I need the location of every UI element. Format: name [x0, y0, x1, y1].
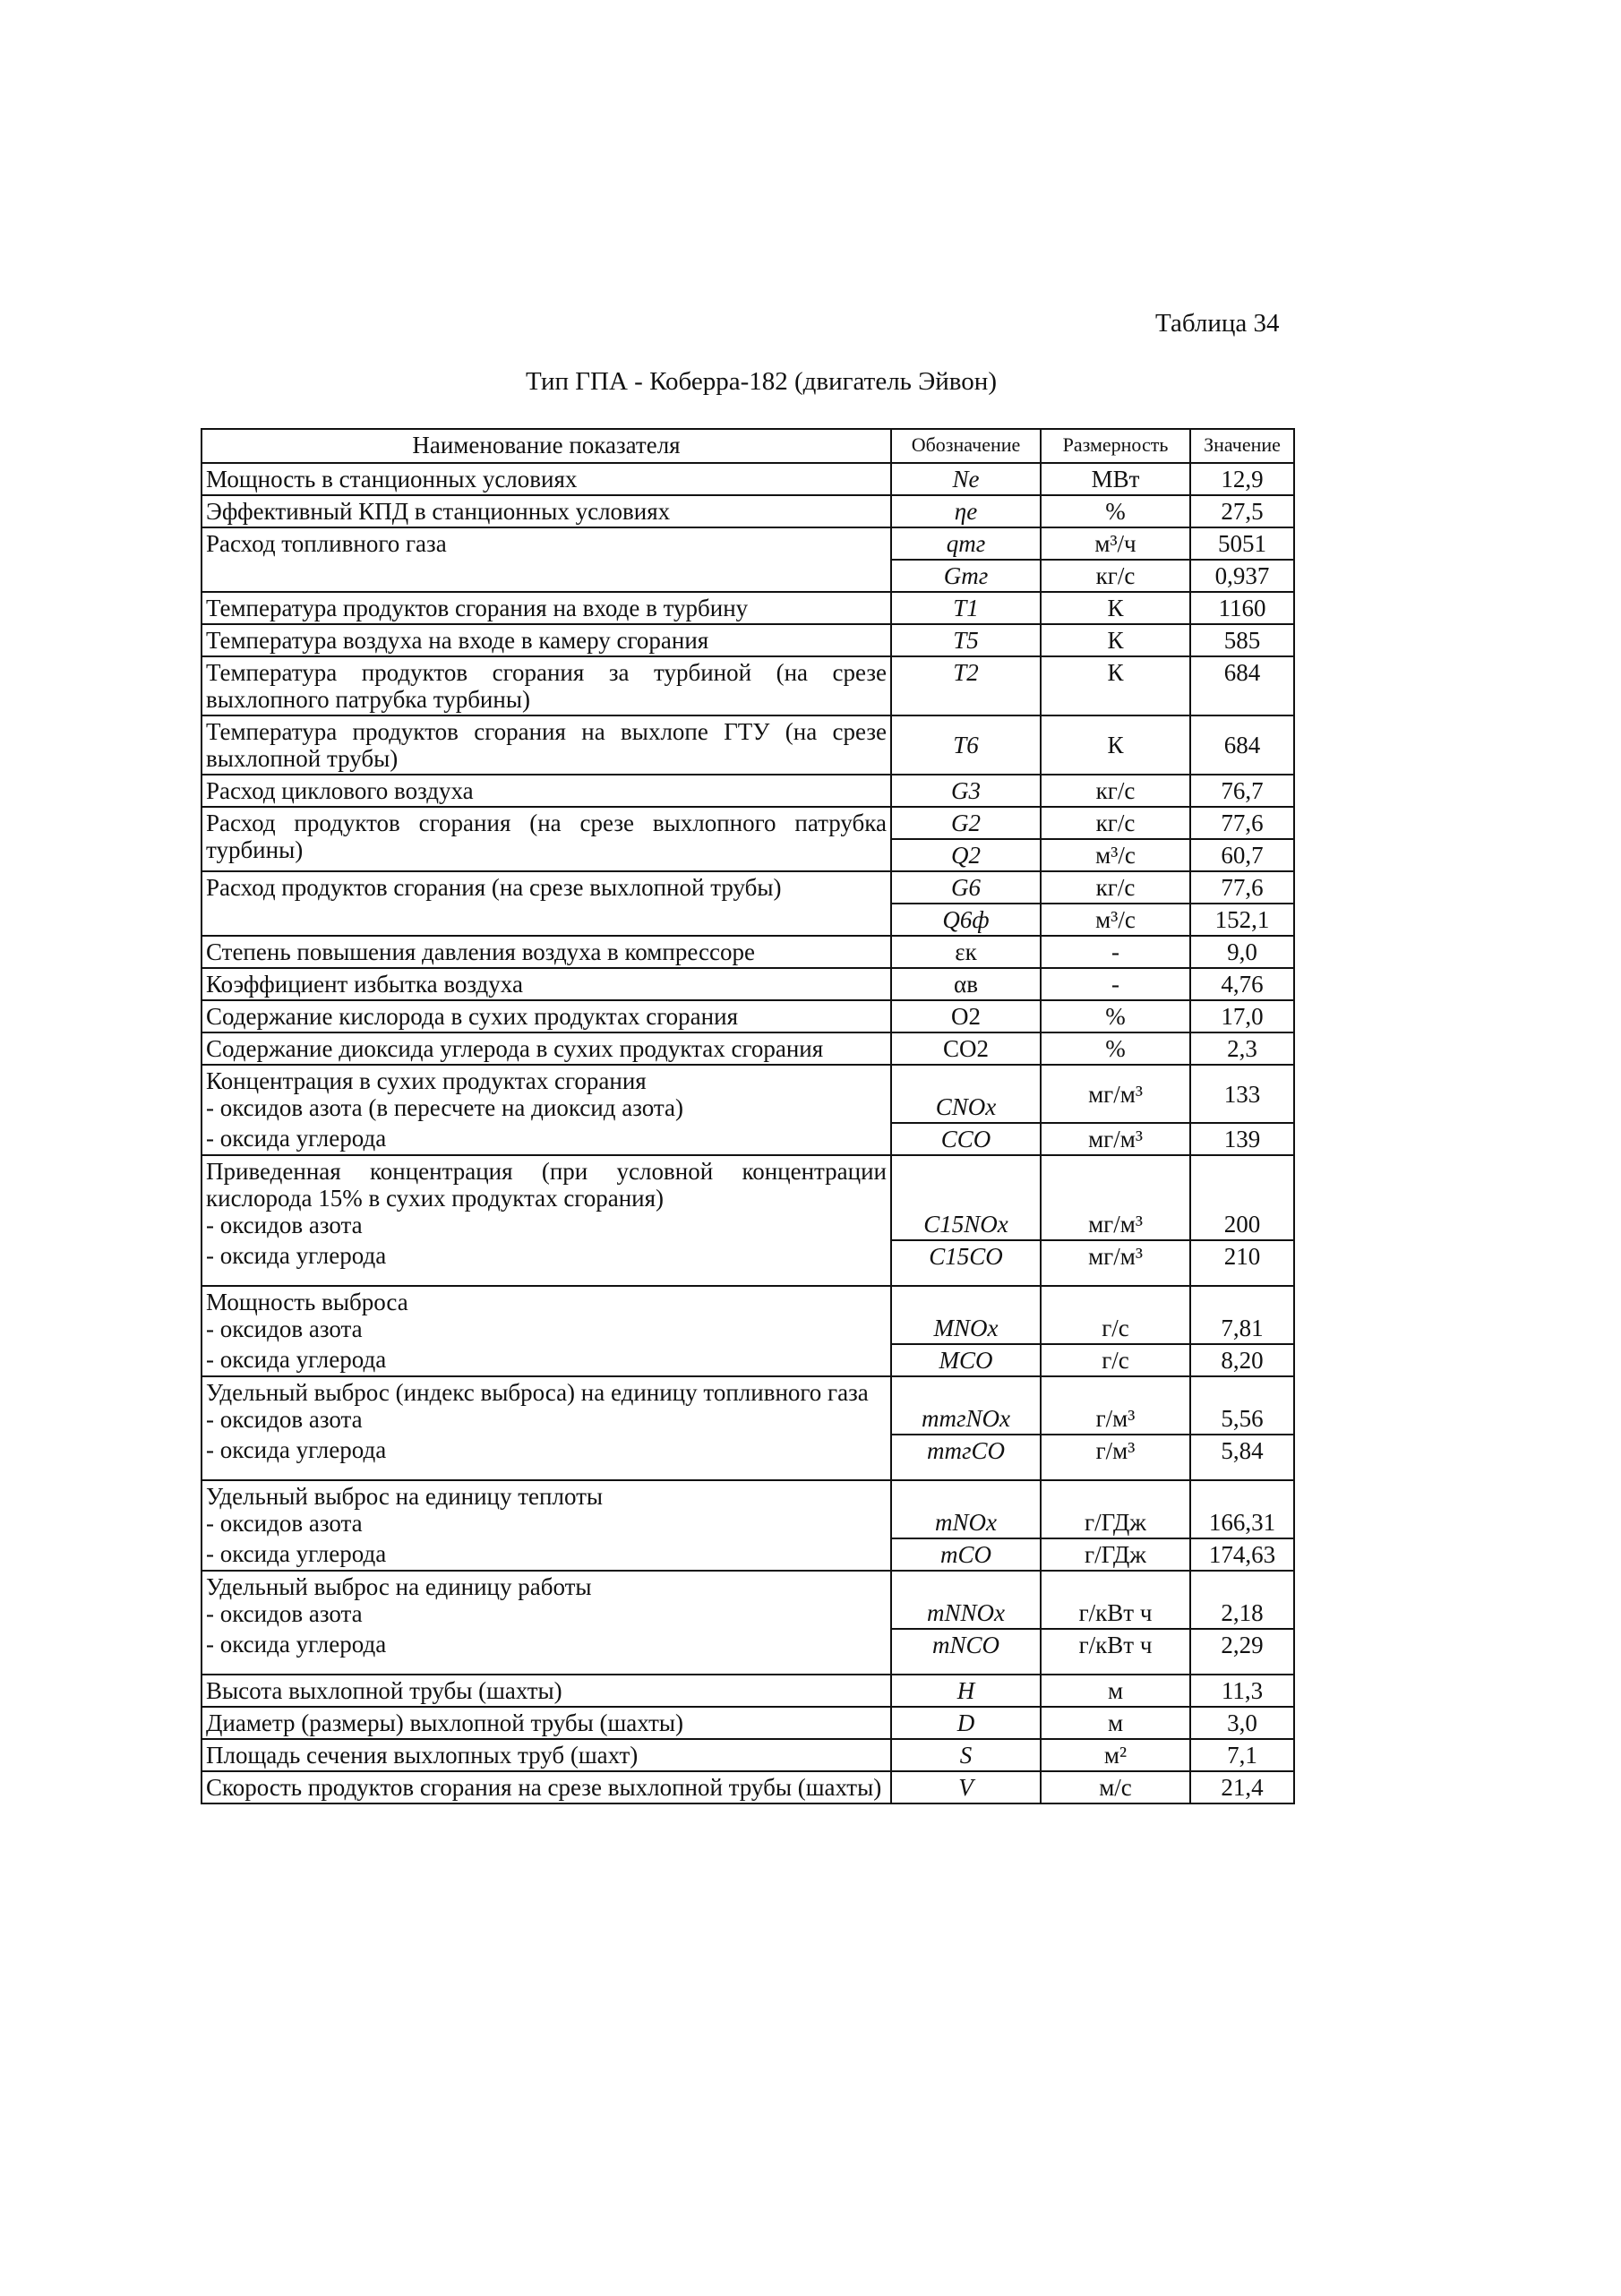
row-value: 8,20	[1190, 1344, 1294, 1376]
table-row	[202, 1629, 1294, 1675]
row-unit: г/ГДж	[1041, 1480, 1190, 1538]
table-row	[202, 1155, 1294, 1240]
row-symbol: Q6ф	[891, 904, 1041, 936]
row-unit: м³/ч	[1041, 527, 1190, 560]
row-unit: мг/м³	[1041, 1155, 1190, 1240]
co-label: - оксида углерода	[202, 1240, 891, 1286]
table-subtitle: Тип ГПА - Коберра-182 (двигатель Эйвон)	[526, 367, 997, 396]
group-title	[202, 1376, 891, 1435]
table-row	[202, 715, 1294, 775]
table-row	[202, 807, 1294, 839]
row-value: 210	[1190, 1240, 1294, 1286]
row-symbol: H	[891, 1675, 1041, 1707]
row-symbol: C15CO	[891, 1240, 1041, 1286]
row-name: Площадь сечения выхлопных труб (шахт)	[202, 1739, 891, 1771]
row-unit: -	[1041, 968, 1190, 1000]
row-symbol: S	[891, 1739, 1041, 1771]
co-label: - оксида углерода	[202, 1435, 891, 1480]
row-symbol: mCO	[891, 1538, 1041, 1571]
table-row	[202, 1344, 1294, 1376]
co-label: - оксида углерода	[202, 1344, 891, 1376]
table-row	[202, 1771, 1294, 1803]
table-row	[202, 1571, 1294, 1629]
row-name: Содержание кислорода в сухих продуктах сгорания	[202, 1000, 891, 1032]
row-symbol: εк	[891, 936, 1041, 968]
group-title	[202, 1065, 891, 1123]
row-name: Температура продуктов сгорания на входе в турбину	[202, 592, 891, 624]
group-title-text: Концентрация в сухих продуктах сгорания	[206, 1067, 647, 1094]
row-name: Расход продуктов сгорания (на срезе выхлопного патрубка турбины)	[202, 807, 891, 871]
row-value: 2,3	[1190, 1032, 1294, 1065]
row-unit: мг/м³	[1041, 1240, 1190, 1286]
row-value: 133	[1190, 1065, 1294, 1123]
row-unit: м³/с	[1041, 904, 1190, 936]
row-value: 166,31	[1190, 1480, 1294, 1538]
row-value: 1160	[1190, 592, 1294, 624]
row-symbol: T6	[891, 715, 1041, 775]
row-unit: %	[1041, 1032, 1190, 1065]
table-row	[202, 463, 1294, 495]
table-row	[202, 1032, 1294, 1065]
row-symbol: mNOx	[891, 1480, 1041, 1538]
group-title-text: Приведенная концентрация (при условной концентрации кислорода 15% в сухих продуктах сгорания)	[206, 1158, 887, 1212]
group-title-text: Удельный выброс на единицу работы	[206, 1573, 592, 1600]
row-unit: %	[1041, 1000, 1190, 1032]
row-value: 684	[1190, 715, 1294, 775]
row-symbol: Q2	[891, 839, 1041, 871]
row-symbol: CNOx	[891, 1065, 1041, 1123]
row-symbol: D	[891, 1707, 1041, 1739]
table-row	[202, 1240, 1294, 1286]
row-name: Коэффициент избытка воздуха	[202, 968, 891, 1000]
row-unit: кг/с	[1041, 775, 1190, 807]
table-row	[202, 1286, 1294, 1344]
row-unit: кг/с	[1041, 560, 1190, 592]
row-symbol: ηe	[891, 495, 1041, 527]
row-name: Температура воздуха на входе в камеру сгорания	[202, 624, 891, 656]
row-symbol: CO2	[891, 1032, 1041, 1065]
nox-label: - оксидов азота	[206, 1510, 363, 1537]
row-name: Расход циклового воздуха	[202, 775, 891, 807]
row-value: 5,56	[1190, 1376, 1294, 1435]
row-unit: г/с	[1041, 1344, 1190, 1376]
row-unit: мг/м³	[1041, 1123, 1190, 1155]
table-row	[202, 656, 1294, 715]
row-value: 3,0	[1190, 1707, 1294, 1739]
row-unit: МВт	[1041, 463, 1190, 495]
nox-label: - оксидов азота	[206, 1406, 363, 1433]
row-unit: г/кВт ч	[1041, 1571, 1190, 1629]
header-name: Наименование показателя	[202, 429, 891, 463]
row-unit: м³/с	[1041, 839, 1190, 871]
row-symbol: qтг	[891, 527, 1041, 560]
row-symbol: CCO	[891, 1123, 1041, 1155]
table-row	[202, 871, 1294, 904]
row-value: 11,3	[1190, 1675, 1294, 1707]
row-value: 21,4	[1190, 1771, 1294, 1803]
row-symbol: T2	[891, 656, 1041, 715]
row-value: 12,9	[1190, 463, 1294, 495]
row-value: 0,937	[1190, 560, 1294, 592]
row-value: 4,76	[1190, 968, 1294, 1000]
table-row	[202, 1675, 1294, 1707]
header-symbol: Обозначение	[891, 429, 1041, 463]
row-name: Степень повышения давления воздуха в компрессоре	[202, 936, 891, 968]
table-row	[202, 495, 1294, 527]
row-symbol: V	[891, 1771, 1041, 1803]
row-symbol: αв	[891, 968, 1041, 1000]
header-unit: Размерность	[1041, 429, 1190, 463]
row-value: 60,7	[1190, 839, 1294, 871]
row-value: 174,63	[1190, 1538, 1294, 1571]
row-unit: К	[1041, 715, 1190, 775]
row-unit: м²	[1041, 1739, 1190, 1771]
row-symbol: Ne	[891, 463, 1041, 495]
table-row	[202, 1065, 1294, 1123]
row-unit: г/ГДж	[1041, 1538, 1190, 1571]
row-name: Диаметр (размеры) выхлопной трубы (шахты)	[202, 1707, 891, 1739]
row-name: Высота выхлопной трубы (шахты)	[202, 1675, 891, 1707]
nox-label: - оксидов азота	[206, 1600, 363, 1627]
group-title-text: Удельный выброс (индекс выброса) на единицу топливного газа	[206, 1379, 869, 1406]
parameters-table	[201, 428, 1295, 1804]
row-unit: К	[1041, 624, 1190, 656]
row-unit: мг/м³	[1041, 1065, 1190, 1123]
row-name: Температура продуктов сгорания за турбиной (на срезе выхлопного патрубка турбины)	[202, 656, 891, 715]
row-name: Расход продуктов сгорания (на срезе выхлопной трубы)	[202, 871, 891, 936]
group-title	[202, 1480, 891, 1538]
row-unit: м	[1041, 1675, 1190, 1707]
row-value: 200	[1190, 1155, 1294, 1240]
table-row	[202, 775, 1294, 807]
table-row	[202, 1435, 1294, 1480]
row-symbol: mNNOx	[891, 1571, 1041, 1629]
row-unit: К	[1041, 656, 1190, 715]
nox-label: - оксидов азота	[206, 1212, 363, 1238]
row-symbol: O2	[891, 1000, 1041, 1032]
table-row	[202, 1480, 1294, 1538]
row-unit: г/м³	[1041, 1435, 1190, 1480]
row-value: 7,1	[1190, 1739, 1294, 1771]
header-value: Значение	[1190, 429, 1294, 463]
row-value: 5,84	[1190, 1435, 1294, 1480]
row-symbol: G2	[891, 807, 1041, 839]
row-value: 152,1	[1190, 904, 1294, 936]
row-value: 5051	[1190, 527, 1294, 560]
group-title-text: Удельный выброс на единицу теплоты	[206, 1483, 604, 1510]
table-row	[202, 1739, 1294, 1771]
row-unit: г/с	[1041, 1286, 1190, 1344]
nox-label: - оксидов азота	[206, 1315, 363, 1342]
row-unit: г/м³	[1041, 1376, 1190, 1435]
row-unit: м/с	[1041, 1771, 1190, 1803]
table-row	[202, 1123, 1294, 1155]
nox-label: - оксидов азота (в пересчете на диоксид азота)	[206, 1094, 683, 1121]
co-label: - оксида углерода	[202, 1538, 891, 1571]
row-value: 2,18	[1190, 1571, 1294, 1629]
group-title	[202, 1571, 891, 1629]
group-title	[202, 1286, 891, 1344]
row-symbol: MCO	[891, 1344, 1041, 1376]
row-value: 2,29	[1190, 1629, 1294, 1675]
row-value: 27,5	[1190, 495, 1294, 527]
row-name: Содержание диоксида углерода в сухих продуктах сгорания	[202, 1032, 891, 1065]
row-value: 17,0	[1190, 1000, 1294, 1032]
table-row	[202, 1000, 1294, 1032]
row-unit: г/кВт ч	[1041, 1629, 1190, 1675]
row-symbol: T1	[891, 592, 1041, 624]
header-row	[202, 429, 1294, 463]
table-row	[202, 592, 1294, 624]
table-row	[202, 936, 1294, 968]
row-unit: кг/с	[1041, 807, 1190, 839]
co-label: - оксида углерода	[202, 1123, 891, 1155]
row-name: Эффективный КПД в станционных условиях	[202, 495, 891, 527]
row-symbol: C15NOx	[891, 1155, 1041, 1240]
table-row	[202, 1707, 1294, 1739]
row-name: Температура продуктов сгорания на выхлопе ГТУ (на срезе выхлопной трубы)	[202, 715, 891, 775]
row-symbol: T5	[891, 624, 1041, 656]
row-symbol: MNOx	[891, 1286, 1041, 1344]
row-value: 139	[1190, 1123, 1294, 1155]
row-name: Расход топливного газа	[202, 527, 891, 592]
row-symbol: Gтг	[891, 560, 1041, 592]
table-row	[202, 1376, 1294, 1435]
co-label: - оксида углерода	[202, 1629, 891, 1675]
row-unit: м	[1041, 1707, 1190, 1739]
row-value: 77,6	[1190, 871, 1294, 904]
row-value: 9,0	[1190, 936, 1294, 968]
row-symbol: mтгNOx	[891, 1376, 1041, 1435]
row-name: Мощность в станционных условиях	[202, 463, 891, 495]
table-row	[202, 1538, 1294, 1571]
table-row	[202, 624, 1294, 656]
row-symbol: G3	[891, 775, 1041, 807]
row-symbol: G6	[891, 871, 1041, 904]
row-unit: К	[1041, 592, 1190, 624]
row-value: 76,7	[1190, 775, 1294, 807]
row-value: 684	[1190, 656, 1294, 715]
table-row	[202, 968, 1294, 1000]
row-name: Скорость продуктов сгорания на срезе выхлопной трубы (шахты)	[202, 1771, 891, 1803]
row-value: 7,81	[1190, 1286, 1294, 1344]
row-unit: %	[1041, 495, 1190, 527]
row-symbol: mNCO	[891, 1629, 1041, 1675]
table-caption: Таблица 34	[1155, 309, 1280, 338]
group-title-text: Мощность выброса	[206, 1289, 408, 1315]
row-value: 77,6	[1190, 807, 1294, 839]
row-value: 585	[1190, 624, 1294, 656]
row-unit: -	[1041, 936, 1190, 968]
row-symbol: mтгCO	[891, 1435, 1041, 1480]
group-title	[202, 1155, 891, 1240]
row-unit: кг/с	[1041, 871, 1190, 904]
table-row	[202, 527, 1294, 560]
